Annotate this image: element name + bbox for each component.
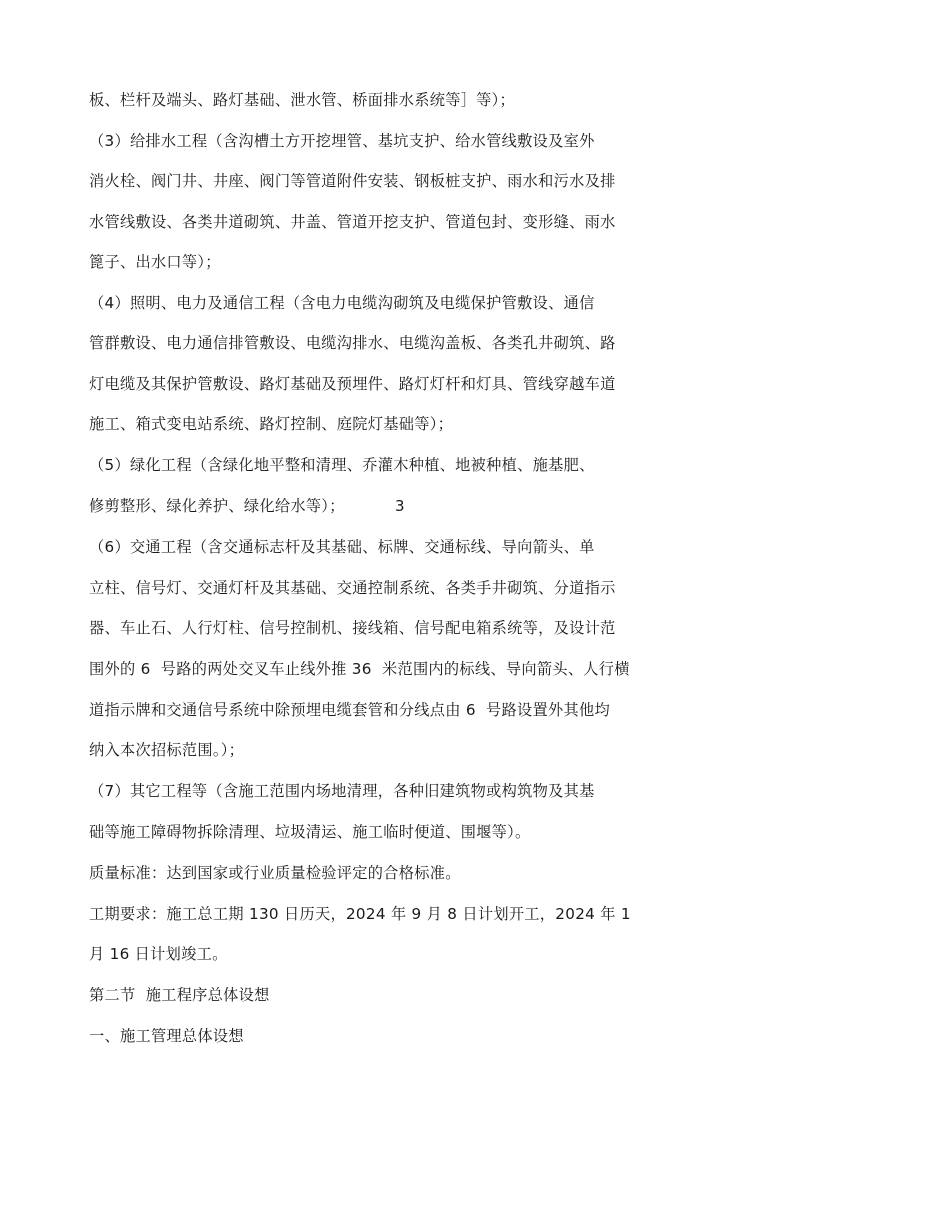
text-line: 管群敷设、电力通信排管敷设、电缆沟排水、电缆沟盖板、各类孔井砌筑、路: [89, 334, 616, 352]
text-line: 灯电缆及其保护管敷设、路灯基础及预埋件、路灯灯杆和灯具、管线穿越车道: [89, 375, 616, 393]
text-line: 纳入本次招标范围。）；: [89, 741, 245, 759]
text-line: 道指示牌和交通信号系统中除预埋电缆套管和分线点由 6 号路设置外其他均: [89, 701, 610, 719]
text-line: 板、栏杆及端头、路灯基础、泄水管、桥面排水系统等］等）；: [89, 91, 516, 109]
text-line: 消火栓、阀门井、井座、阀门等管道附件安装、钢板桩支护、雨水和污水及排: [89, 172, 616, 190]
text-line: 围外的 6 号路的两处交叉车止线外推 36 米范围内的标线、导向箭头、人行横: [89, 660, 630, 678]
page-number: 3: [395, 497, 405, 515]
text-line: （3）给排水工程（含沟槽土方开挖埋管、基坑支护、给水管线敷设及室外: [89, 132, 595, 150]
text-line: （5）绿化工程（含绿化地平整和清理、乔灌木种植、地被种植、施基肥、: [89, 456, 595, 474]
text-line: 水管线敷设、各类井道砌筑、井盖、管道开挖支护、管道包封、变形缝、雨水: [89, 213, 616, 231]
text-line: 质量标准：达到国家或行业质量检验评定的合格标准。: [89, 864, 461, 882]
text-line: 工期要求：施工总工期 130 日历天，2024 年 9 月 8 日计划开工，2024 年 1: [89, 905, 631, 923]
text-line: 修剪整形、绿化养护、绿化给水等）；: [89, 497, 345, 515]
text-line: 础等施工障碍物拆除清理、垃圾清运、施工临时便道、围堰等）。: [89, 823, 531, 841]
text-line: （6）交通工程（含交通标志杆及其基础、标牌、交通标线、导向箭头、单: [89, 538, 595, 556]
text-line: 立柱、信号灯、交通灯杆及其基础、交通控制系统、各类手井砌筑、分道指示: [89, 579, 616, 597]
text-line: 篦子、出水口等）；: [89, 253, 221, 271]
text-line: （7）其它工程等（含施工范围内场地清理，各种旧建筑物或构筑物及其基: [89, 782, 595, 800]
text-line: （4）照明、电力及通信工程（含电力电缆沟砌筑及电缆保护管敷设、通信: [89, 294, 595, 312]
section-heading: 第二节 施工程序总体设想: [89, 986, 270, 1004]
text-line: 月 16 日计划竣工。: [89, 945, 228, 963]
text-line: 施工、箱式变电站系统、路灯控制、庭院灯基础等）；: [89, 415, 454, 433]
subsection-heading: 一、施工管理总体设想: [89, 1027, 244, 1045]
text-line: 器、车止石、人行灯柱、信号控制机、接线箱、信号配电箱系统等，及设计范: [89, 619, 616, 637]
